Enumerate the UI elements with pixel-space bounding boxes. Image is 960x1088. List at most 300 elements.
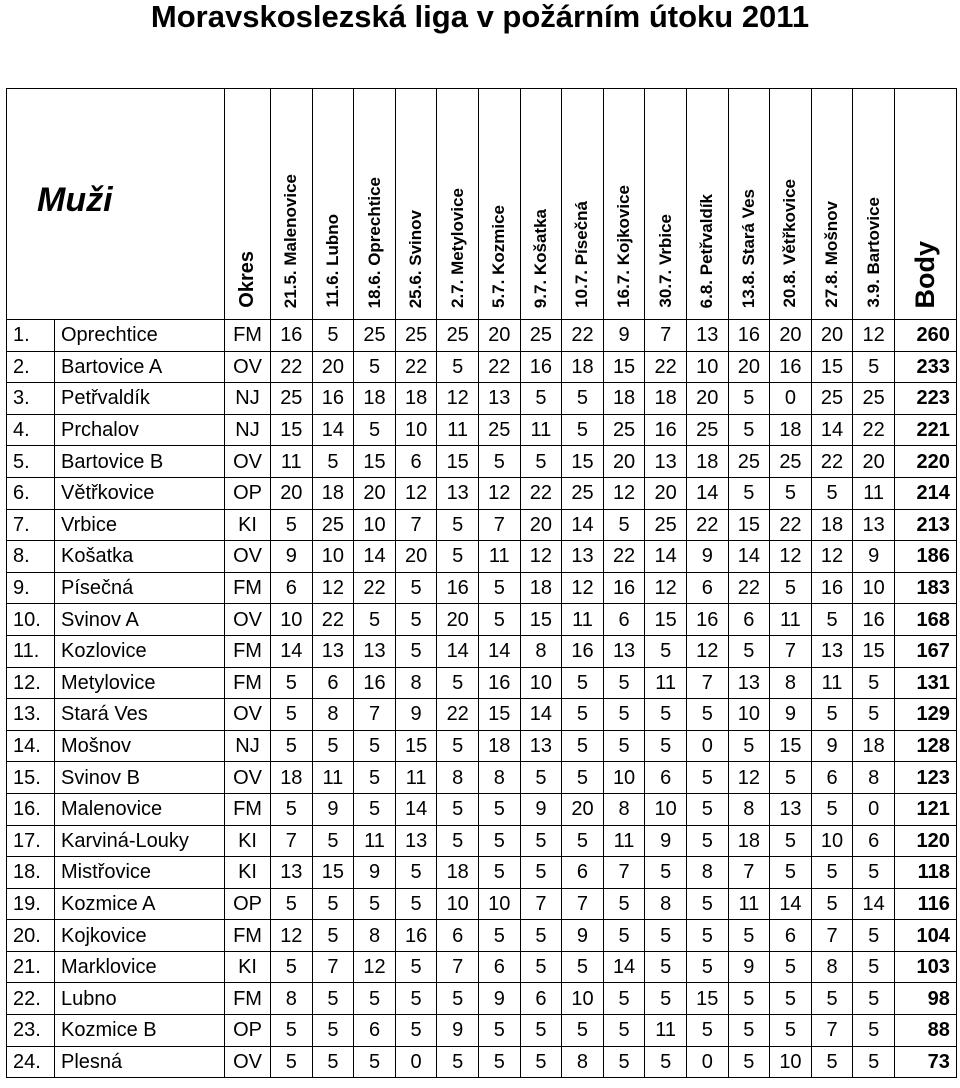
score-cell: 13	[728, 667, 770, 699]
score-cell: 13	[520, 730, 562, 762]
total-points-cell: 213	[894, 509, 956, 541]
round-header	[728, 89, 770, 320]
score-cell: 5	[312, 446, 354, 478]
round-header	[603, 89, 645, 320]
score-cell: 5	[603, 920, 645, 952]
score-cell: 14	[853, 888, 895, 920]
score-cell: 5	[811, 983, 853, 1015]
team-name-cell: Metylovice	[55, 667, 225, 699]
team-name-cell: Svinov B	[55, 762, 225, 794]
team-name-cell: Prchalov	[55, 414, 225, 446]
score-cell: 5	[562, 730, 604, 762]
round-header	[312, 89, 354, 320]
score-cell: 5	[686, 762, 728, 794]
score-cell: 5	[520, 857, 562, 889]
score-cell: 7	[686, 667, 728, 699]
team-name-cell: Stará Ves	[55, 699, 225, 731]
score-cell: 16	[853, 604, 895, 636]
score-cell: 18	[645, 383, 687, 415]
score-cell: 5	[354, 983, 396, 1015]
round-header-label: 2.7. Metylovice	[447, 187, 467, 308]
score-cell: 5	[811, 888, 853, 920]
rank-cell: 17.	[7, 825, 55, 857]
round-header	[395, 89, 437, 320]
score-cell: 18	[562, 351, 604, 383]
score-cell: 11	[770, 604, 812, 636]
score-cell: 8	[853, 762, 895, 794]
round-header-label: 6.8. Petřvaldík	[697, 193, 717, 308]
score-cell: 16	[520, 351, 562, 383]
score-cell: 6	[437, 920, 479, 952]
score-cell: 5	[770, 857, 812, 889]
score-cell: 16	[728, 320, 770, 352]
score-cell: 5	[437, 541, 479, 573]
score-cell: 22	[562, 320, 604, 352]
score-cell: 11	[811, 667, 853, 699]
score-cell: 10	[562, 983, 604, 1015]
score-cell: 25	[395, 320, 437, 352]
team-name-cell: Petřvaldík	[55, 383, 225, 415]
score-cell: 15	[645, 604, 687, 636]
score-cell: 5	[853, 667, 895, 699]
score-cell: 6	[728, 604, 770, 636]
score-cell: 14	[271, 635, 313, 667]
score-cell: 5	[437, 983, 479, 1015]
score-cell: 20	[811, 320, 853, 352]
score-cell: 5	[853, 1046, 895, 1078]
score-cell: 5	[312, 730, 354, 762]
score-cell: 11	[645, 1015, 687, 1047]
table-row	[7, 951, 957, 983]
total-points-cell: 186	[894, 541, 956, 573]
score-cell: 5	[770, 762, 812, 794]
score-cell: 25	[770, 446, 812, 478]
score-cell: 9	[853, 541, 895, 573]
round-header	[645, 89, 687, 320]
score-cell: 10	[645, 793, 687, 825]
score-cell: 16	[478, 667, 520, 699]
score-cell: 5	[478, 572, 520, 604]
round-header	[811, 89, 853, 320]
score-cell: 8	[312, 699, 354, 731]
score-cell: 5	[437, 667, 479, 699]
score-cell: 6	[603, 604, 645, 636]
score-cell: 20	[603, 446, 645, 478]
score-cell: 5	[520, 920, 562, 952]
score-cell: 5	[686, 1015, 728, 1047]
round-header	[437, 89, 479, 320]
score-cell: 13	[395, 825, 437, 857]
score-cell: 10	[312, 541, 354, 573]
score-cell: 5	[478, 825, 520, 857]
score-cell: 6	[811, 762, 853, 794]
score-cell: 5	[271, 699, 313, 731]
score-cell: 7	[395, 509, 437, 541]
score-cell: 5	[562, 762, 604, 794]
score-cell: 5	[437, 825, 479, 857]
score-cell: 15	[686, 983, 728, 1015]
score-cell: 12	[645, 572, 687, 604]
score-cell: 11	[853, 477, 895, 509]
score-cell: 5	[354, 888, 396, 920]
score-cell: 6	[520, 983, 562, 1015]
total-points-cell: 118	[894, 857, 956, 889]
score-cell: 25	[686, 414, 728, 446]
okres-cell: NJ	[225, 383, 271, 415]
okres-header-label: Okres	[236, 251, 259, 308]
table-row	[7, 983, 957, 1015]
score-cell: 13	[853, 509, 895, 541]
score-cell: 10	[853, 572, 895, 604]
score-cell: 13	[271, 857, 313, 889]
score-cell: 11	[437, 414, 479, 446]
score-cell: 5	[395, 983, 437, 1015]
round-header	[271, 89, 313, 320]
score-cell: 5	[478, 446, 520, 478]
score-cell: 5	[853, 920, 895, 952]
rank-cell: 4.	[7, 414, 55, 446]
score-cell: 5	[312, 825, 354, 857]
round-header-label: 20.8. Větřkovice	[780, 179, 800, 308]
score-cell: 5	[520, 1015, 562, 1047]
score-cell: 5	[271, 509, 313, 541]
score-cell: 12	[770, 541, 812, 573]
score-cell: 13	[686, 320, 728, 352]
round-header-label: 10.7. Písečná	[572, 201, 592, 308]
score-cell: 10	[437, 888, 479, 920]
score-cell: 5	[645, 920, 687, 952]
score-cell: 5	[562, 414, 604, 446]
score-cell: 8	[478, 762, 520, 794]
score-cell: 5	[645, 857, 687, 889]
table-row	[7, 572, 957, 604]
score-cell: 7	[562, 888, 604, 920]
total-points-cell: 223	[894, 383, 956, 415]
okres-cell: KI	[225, 951, 271, 983]
score-cell: 5	[395, 604, 437, 636]
score-cell: 14	[728, 541, 770, 573]
score-cell: 5	[562, 1015, 604, 1047]
score-cell: 9	[312, 793, 354, 825]
rank-cell: 8.	[7, 541, 55, 573]
score-cell: 7	[271, 825, 313, 857]
score-cell: 18	[686, 446, 728, 478]
okres-cell: KI	[225, 857, 271, 889]
score-cell: 5	[395, 635, 437, 667]
rank-cell: 6.	[7, 477, 55, 509]
table-row	[7, 446, 957, 478]
score-cell: 11	[728, 888, 770, 920]
score-cell: 20	[645, 477, 687, 509]
score-cell: 13	[811, 635, 853, 667]
table-row	[7, 351, 957, 383]
team-name-cell: Písečná	[55, 572, 225, 604]
header-row	[7, 89, 957, 320]
score-cell: 5	[312, 1015, 354, 1047]
score-cell: 5	[728, 1046, 770, 1078]
score-cell: 12	[395, 477, 437, 509]
team-name-cell: Lubno	[55, 983, 225, 1015]
score-cell: 5	[811, 1046, 853, 1078]
score-cell: 5	[437, 1046, 479, 1078]
score-cell: 0	[686, 730, 728, 762]
score-cell: 6	[645, 762, 687, 794]
score-cell: 5	[603, 730, 645, 762]
score-cell: 18	[354, 383, 396, 415]
score-cell: 25	[603, 414, 645, 446]
team-name-cell: Bartovice B	[55, 446, 225, 478]
score-cell: 5	[562, 951, 604, 983]
team-name-cell: Kozmice B	[55, 1015, 225, 1047]
score-cell: 5	[728, 983, 770, 1015]
category-cell	[7, 89, 225, 320]
score-cell: 7	[603, 857, 645, 889]
score-cell: 20	[395, 541, 437, 573]
score-cell: 22	[645, 351, 687, 383]
score-cell: 13	[312, 635, 354, 667]
score-cell: 11	[354, 825, 396, 857]
total-points-cell: 168	[894, 604, 956, 636]
score-cell: 22	[853, 414, 895, 446]
score-cell: 10	[603, 762, 645, 794]
total-points-cell: 214	[894, 477, 956, 509]
score-cell: 7	[478, 509, 520, 541]
score-cell: 8	[686, 857, 728, 889]
team-name-cell: Kozlovice	[55, 635, 225, 667]
table-row	[7, 1015, 957, 1047]
score-cell: 25	[728, 446, 770, 478]
score-cell: 13	[354, 635, 396, 667]
score-cell: 5	[645, 983, 687, 1015]
total-points-cell: 167	[894, 635, 956, 667]
score-cell: 25	[520, 320, 562, 352]
team-name-cell: Karviná-Louky	[55, 825, 225, 857]
okres-cell: FM	[225, 920, 271, 952]
score-cell: 5	[354, 762, 396, 794]
score-cell: 25	[811, 383, 853, 415]
score-cell: 10	[271, 604, 313, 636]
score-cell: 5	[811, 604, 853, 636]
score-cell: 5	[728, 477, 770, 509]
score-cell: 10	[520, 667, 562, 699]
rank-cell: 5.	[7, 446, 55, 478]
score-cell: 5	[437, 351, 479, 383]
score-cell: 14	[645, 541, 687, 573]
score-cell: 9	[603, 320, 645, 352]
score-cell: 5	[853, 857, 895, 889]
score-cell: 10	[728, 699, 770, 731]
round-header	[354, 89, 396, 320]
table-row	[7, 541, 957, 573]
score-cell: 16	[312, 383, 354, 415]
score-cell: 5	[312, 888, 354, 920]
score-cell: 22	[770, 509, 812, 541]
score-cell: 5	[395, 572, 437, 604]
score-cell: 18	[437, 857, 479, 889]
round-header-label: 9.7. Košatka	[530, 208, 550, 308]
score-cell: 5	[520, 951, 562, 983]
score-cell: 5	[686, 920, 728, 952]
score-cell: 11	[395, 762, 437, 794]
score-cell: 16	[562, 635, 604, 667]
score-cell: 14	[312, 414, 354, 446]
score-cell: 25	[853, 383, 895, 415]
score-cell: 16	[645, 414, 687, 446]
table-row	[7, 730, 957, 762]
okres-cell: OV	[225, 446, 271, 478]
score-cell: 5	[312, 1046, 354, 1078]
score-cell: 10	[478, 888, 520, 920]
score-cell: 9	[395, 699, 437, 731]
score-cell: 8	[811, 951, 853, 983]
score-cell: 7	[728, 857, 770, 889]
table-row	[7, 857, 957, 889]
score-cell: 11	[520, 414, 562, 446]
rank-cell: 9.	[7, 572, 55, 604]
score-cell: 5	[478, 793, 520, 825]
score-cell: 14	[770, 888, 812, 920]
points-header	[894, 89, 956, 320]
round-header-label: 21.5. Malenovice	[281, 173, 301, 308]
score-cell: 7	[520, 888, 562, 920]
okres-cell: FM	[225, 635, 271, 667]
score-cell: 5	[728, 920, 770, 952]
score-cell: 8	[770, 667, 812, 699]
score-cell: 9	[686, 541, 728, 573]
score-cell: 12	[728, 762, 770, 794]
score-cell: 13	[478, 383, 520, 415]
score-cell: 5	[728, 730, 770, 762]
score-cell: 18	[395, 383, 437, 415]
score-cell: 15	[271, 414, 313, 446]
score-cell: 14	[562, 509, 604, 541]
score-cell: 5	[312, 920, 354, 952]
score-cell: 5	[728, 635, 770, 667]
score-cell: 25	[354, 320, 396, 352]
rank-cell: 15.	[7, 762, 55, 794]
total-points-cell: 88	[894, 1015, 956, 1047]
score-cell: 11	[271, 446, 313, 478]
score-cell: 9	[520, 793, 562, 825]
total-points-cell: 128	[894, 730, 956, 762]
score-cell: 20	[520, 509, 562, 541]
score-cell: 22	[686, 509, 728, 541]
score-cell: 22	[312, 604, 354, 636]
table-row	[7, 1046, 957, 1078]
score-cell: 5	[520, 446, 562, 478]
score-cell: 13	[562, 541, 604, 573]
rank-cell: 24.	[7, 1046, 55, 1078]
rank-cell: 12.	[7, 667, 55, 699]
round-header-label: 18.6. Oprechtice	[364, 176, 384, 308]
score-cell: 5	[562, 699, 604, 731]
score-cell: 16	[395, 920, 437, 952]
score-cell: 14	[478, 635, 520, 667]
score-cell: 5	[562, 383, 604, 415]
table-row	[7, 793, 957, 825]
score-cell: 5	[395, 1015, 437, 1047]
okres-cell: FM	[225, 320, 271, 352]
score-cell: 5	[395, 888, 437, 920]
score-cell: 5	[478, 1046, 520, 1078]
score-cell: 20	[562, 793, 604, 825]
score-cell: 18	[603, 383, 645, 415]
rank-cell: 19.	[7, 888, 55, 920]
total-points-cell: 123	[894, 762, 956, 794]
table-row	[7, 635, 957, 667]
score-cell: 13	[770, 793, 812, 825]
score-cell: 20	[853, 446, 895, 478]
total-points-cell: 120	[894, 825, 956, 857]
score-cell: 0	[686, 1046, 728, 1078]
score-cell: 13	[645, 446, 687, 478]
total-points-cell: 233	[894, 351, 956, 383]
score-cell: 16	[686, 604, 728, 636]
score-cell: 25	[562, 477, 604, 509]
rank-cell: 18.	[7, 857, 55, 889]
okres-cell: OP	[225, 477, 271, 509]
category-label: Muži	[37, 181, 113, 219]
okres-cell: OV	[225, 1046, 271, 1078]
score-cell: 5	[686, 825, 728, 857]
score-cell: 10	[770, 1046, 812, 1078]
okres-cell: OV	[225, 699, 271, 731]
total-points-cell: 131	[894, 667, 956, 699]
score-cell: 14	[437, 635, 479, 667]
score-cell: 14	[686, 477, 728, 509]
score-cell: 9	[354, 857, 396, 889]
score-cell: 5	[770, 825, 812, 857]
score-cell: 5	[770, 983, 812, 1015]
score-cell: 16	[603, 572, 645, 604]
score-cell: 16	[271, 320, 313, 352]
score-cell: 12	[853, 320, 895, 352]
score-cell: 12	[271, 920, 313, 952]
score-cell: 5	[603, 699, 645, 731]
round-header	[520, 89, 562, 320]
score-cell: 15	[853, 635, 895, 667]
okres-cell: OP	[225, 1015, 271, 1047]
score-cell: 9	[728, 951, 770, 983]
score-cell: 8	[562, 1046, 604, 1078]
score-cell: 9	[562, 920, 604, 952]
score-cell: 8	[520, 635, 562, 667]
total-points-cell: 121	[894, 793, 956, 825]
table-row	[7, 920, 957, 952]
total-points-cell: 73	[894, 1046, 956, 1078]
score-cell: 5	[271, 667, 313, 699]
score-cell: 7	[645, 320, 687, 352]
score-cell: 5	[728, 1015, 770, 1047]
score-cell: 5	[603, 667, 645, 699]
score-cell: 5	[312, 320, 354, 352]
score-cell: 5	[354, 604, 396, 636]
total-points-cell: 129	[894, 699, 956, 731]
score-cell: 18	[728, 825, 770, 857]
round-header	[686, 89, 728, 320]
score-cell: 10	[354, 509, 396, 541]
table-row	[7, 414, 957, 446]
score-cell: 20	[354, 477, 396, 509]
score-cell: 8	[728, 793, 770, 825]
score-cell: 7	[354, 699, 396, 731]
score-cell: 6	[354, 1015, 396, 1047]
team-name-cell: Malenovice	[55, 793, 225, 825]
score-cell: 9	[437, 1015, 479, 1047]
rank-cell: 23.	[7, 1015, 55, 1047]
okres-cell: OV	[225, 604, 271, 636]
round-header-label: 5.7. Kozmice	[489, 205, 509, 308]
